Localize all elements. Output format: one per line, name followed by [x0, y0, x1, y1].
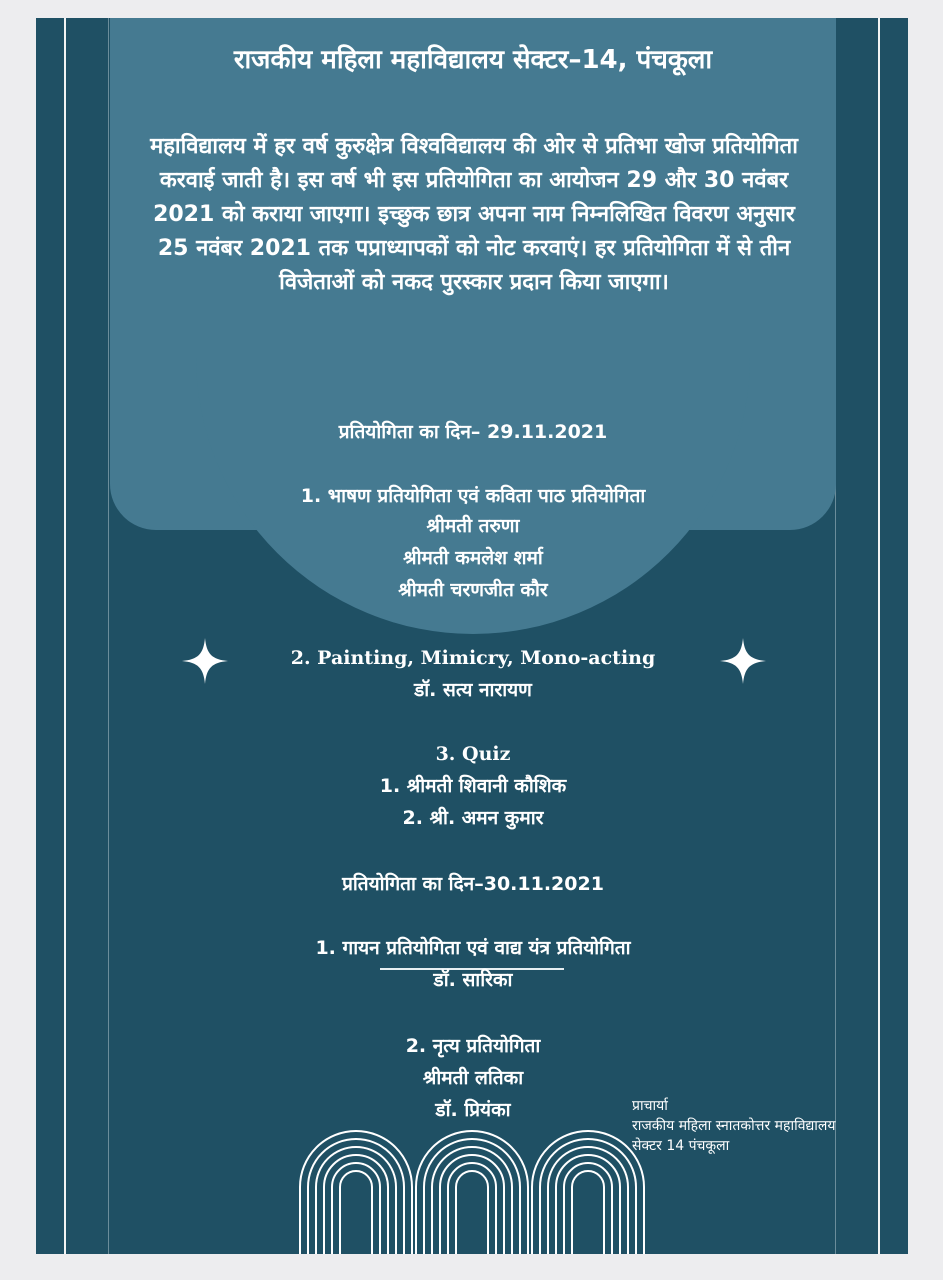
day1-item3-name: 2. श्री. अमन कुमार [402, 807, 544, 829]
day1-item3-title: 3. Quiz [435, 743, 511, 765]
principal-college: राजकीय महिला स्नातकोत्तर महाविद्यालय [632, 1118, 836, 1134]
college-title: राजकीय महिला महाविद्यालय सेक्टर–14, पंचकूला [233, 45, 713, 75]
day1-item1-name: श्रीमती चरणजीत कौर [398, 579, 548, 601]
border-line-left [64, 18, 66, 1254]
day2-item2-title: 2. नृत्य प्रतियोगिता [405, 1035, 541, 1057]
border-line-right [878, 18, 880, 1254]
principal-title: प्राचार्या [632, 1098, 668, 1114]
day2-item1-name: डॉ. सारिका [433, 969, 513, 991]
poster [36, 18, 908, 1254]
day1-item3-name: 1. श्रीमती शिवानी कौशिक [379, 775, 567, 797]
intro-paragraph: महाविद्यालय में हर वर्ष कुरुक्षेत्र विश्वविद्यालय की ओर से प्रतिभा खोज प्रतियोगिता करवाई जाती है। इस वर्ष भी इस प्रतियोगिता का आयोजन 29 और 30 नवंबर 2021 को कराया जाएगा। इच्छुक छात्र अपना नाम निम्नलिखित विवरण अनुसार 25 नवंबर 2021 तक पप्राध्यापकों को नोट करवाएं। हर प्रतियोगिता में से तीन विजेताओं को नकद पुरस्कार प्रदान किया जाएगा। [150, 134, 798, 295]
principal-signature-block [632, 1096, 836, 1156]
inner-line-left [108, 18, 109, 1254]
day2-item2-name: डॉ. प्रियंका [435, 1099, 511, 1121]
principal-address: सेक्टर 14 पंचकूला [632, 1138, 730, 1154]
day2-item1-title: 1. गायन प्रतियोगिता एवं वाद्य यंत्र प्रतियोगिता [315, 937, 631, 959]
day1-item1-name: श्रीमती तरुणा [426, 515, 520, 537]
day2-item2-name: श्रीमती लतिका [422, 1067, 524, 1089]
day1-item1-name: श्रीमती कमलेश शर्मा [403, 547, 543, 569]
arch-lines-icon [296, 1124, 648, 1254]
day1-item2-title: 2. Painting, Mimicry, Mono-acting [290, 647, 656, 669]
day2-heading: प्रतियोगिता का दिन–30.11.2021 [342, 873, 604, 895]
day1-item1-title: 1. भाषण प्रतियोगिता एवं कविता पाठ प्रतियोगिता [300, 485, 646, 507]
day1-item2-name: डॉ. सत्य नारायण [414, 679, 532, 701]
day1-heading: प्रतियोगिता का दिन– 29.11.2021 [338, 421, 608, 443]
